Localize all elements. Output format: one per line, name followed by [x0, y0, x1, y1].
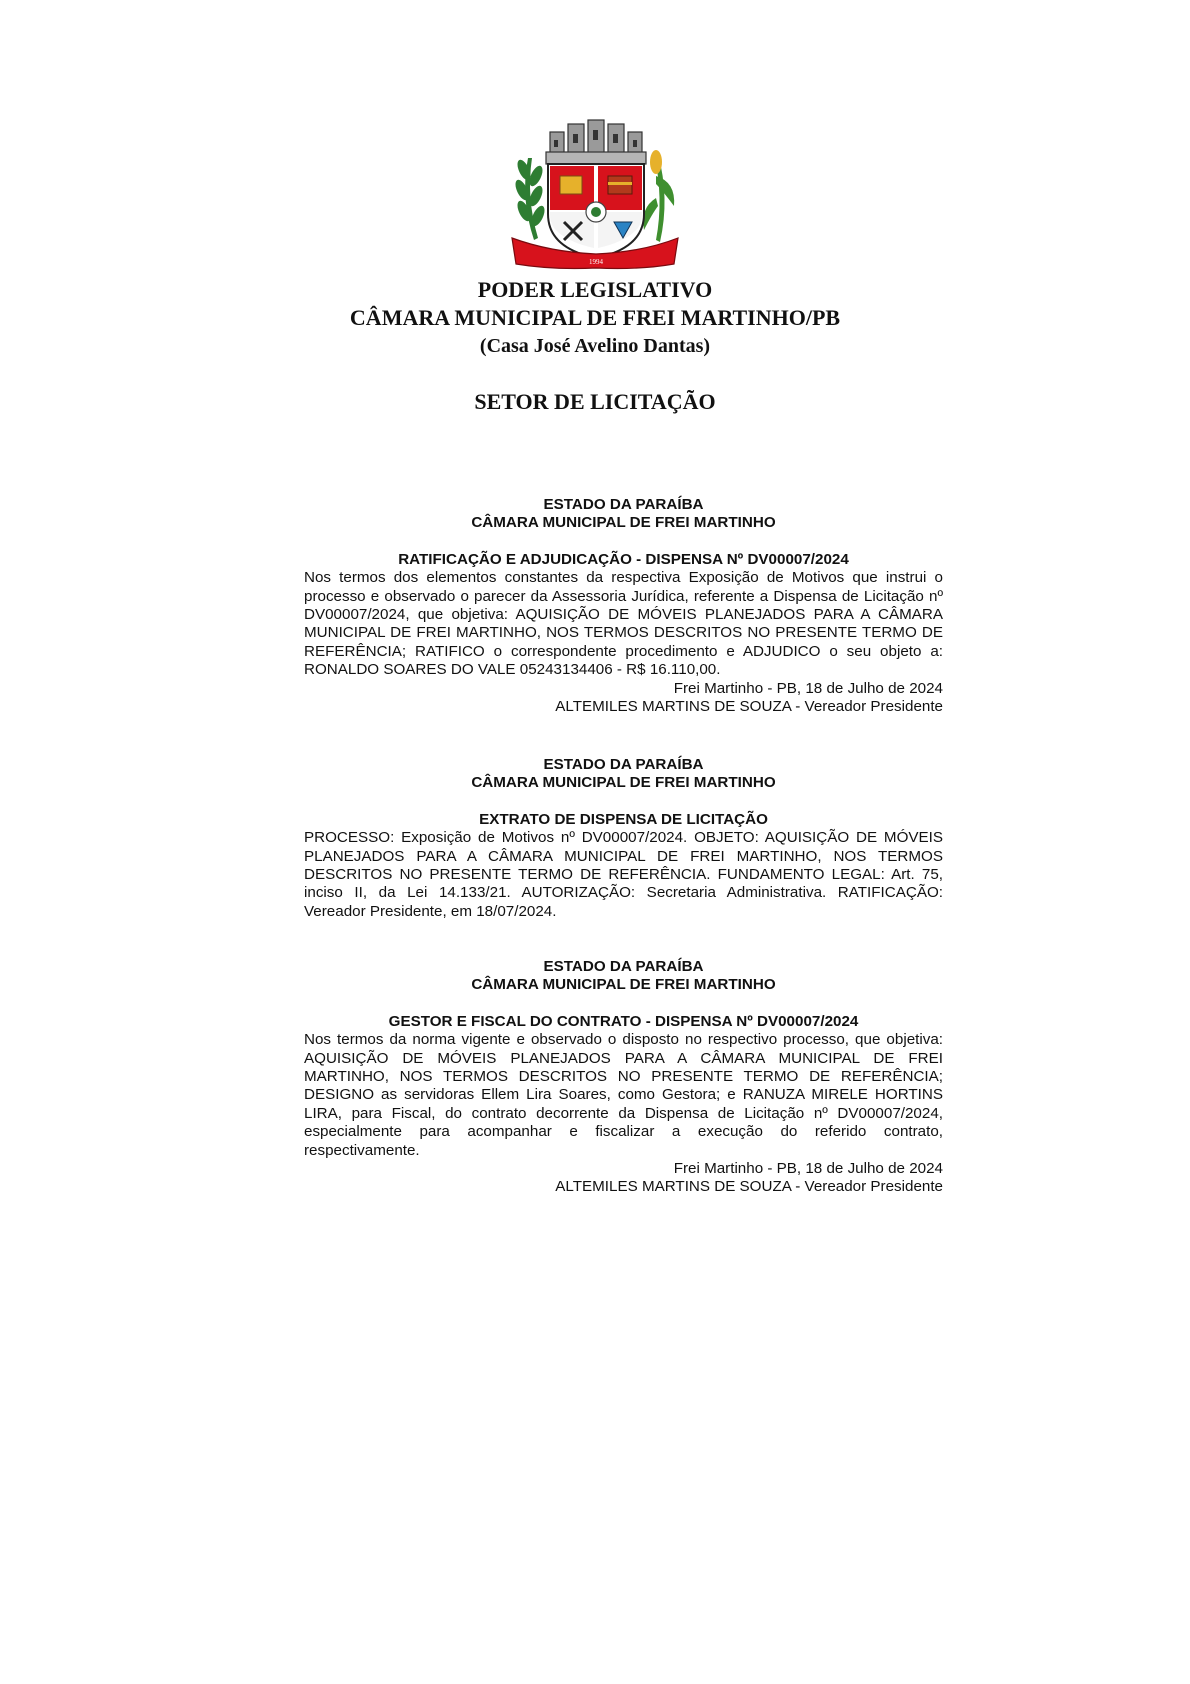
notice-state: ESTADO DA PARAÍBA [543, 756, 704, 773]
crest-year: 1994 [589, 258, 603, 266]
notice-chamber: CÂMARA MUNICIPAL DE FREI MARTINHO [471, 514, 776, 532]
ratificacao-adjudicacao-notice [304, 496, 943, 716]
notice-place-date: Frei Martinho - PB, 18 de Julho de 2024 [673, 679, 943, 697]
notice-title: RATIFICAÇÃO E ADJUDICAÇÃO - DISPENSA Nº DV00007/2024 [398, 550, 849, 568]
mural-crown [546, 120, 646, 164]
notice-signature: ALTEMILES MARTINS DE SOUZA - Vereador Presidente [555, 1178, 943, 1196]
header-setor-licitacao: SETOR DE LICITAÇÃO [474, 389, 716, 414]
corn-plant [643, 150, 674, 242]
cotton-branch [513, 158, 547, 240]
notice-chamber: CÂMARA MUNICIPAL DE FREI MARTINHO [471, 976, 776, 994]
notice-place-date: Frei Martinho - PB, 18 de Julho de 2024 [673, 1160, 943, 1178]
header-casa-subtitle: (Casa José Avelino Dantas) [479, 335, 711, 357]
gestor-fiscal-notice [304, 958, 943, 1197]
notice-state: ESTADO DA PARAÍBA [543, 496, 704, 513]
municipal-coat-of-arms [510, 118, 680, 270]
notice-state: ESTADO DA PARAÍBA [543, 958, 704, 975]
header-camara-municipal: CÂMARA MUNICIPAL DE FREI MARTINHO/PB [349, 305, 841, 330]
notice-body: Nos termos da norma vigente e observado o disposto no respectivo processo, que objetiva: AQUISIÇÃO DE MÓVEIS PLANEJADOS PARA A CÂMARA MUNICIPAL DE FREI MARTINHO, NOS TERMOS DESCRITOS NO PRESENTE TERMO DE REFERÊNCIA; DESIGNO as servidoras Ellem Lira Soares, como Gestora; e RANUZA MIRELE HORTINS LIRA, para Fiscal, do contrato decorrente da Dispensa de Licitação nº DV00007/2024, especialmente para acompanhar e fiscalizar a execução do referido contrato, respectivamente. [304, 1031, 943, 1159]
notice-signature: ALTEMILES MARTINS DE SOUZA - Vereador Presidente [555, 698, 943, 716]
notice-body: Nos termos dos elementos constantes da respectiva Exposição de Motivos que instrui o processo e observado o parecer da Assessoria Jurídica, referente a Dispensa de Licitação nº DV00007/2024, que objetiva: AQUISIÇÃO DE MÓVEIS PLANEJADOS PARA A CÂMARA MUNICIPAL DE FREI MARTINHO, NOS TERMOS DESCRITOS NO PRESENTE TERMO DE REFERÊNCIA; RATIFICO o correspondente procedimento e ADJUDICO o seu objeto a: RONALDO SOARES DO VALE 05243134406 - R$ 16.110,00. [304, 569, 943, 679]
notice-title: GESTOR E FISCAL DO CONTRATO - DISPENSA Nº DV00007/2024 [388, 1012, 859, 1030]
extrato-dispensa-notice [304, 756, 943, 921]
notice-body: PROCESSO: Exposição de Motivos nº DV00007/2024. OBJETO: AQUISIÇÃO DE MÓVEIS PLANEJADOS PARA A CÂMARA MUNICIPAL DE FREI MARTINHO, NOS TERMOS DESCRITOS NO PRESENTE TERMO DE REFERÊNCIA. FUNDAMENTO LEGAL: Art. 75, inciso II, da Lei 14.133/21. AUTORIZAÇÃO: Secretaria Administrativa. RATIFICAÇÃO: Vereador Presidente, em 18/07/2024. [304, 829, 943, 920]
notice-title: EXTRATO DE DISPENSA DE LICITAÇÃO [479, 810, 768, 828]
header-poder-legislativo: PODER LEGISLATIVO [477, 277, 713, 302]
notice-chamber: CÂMARA MUNICIPAL DE FREI MARTINHO [471, 774, 776, 792]
